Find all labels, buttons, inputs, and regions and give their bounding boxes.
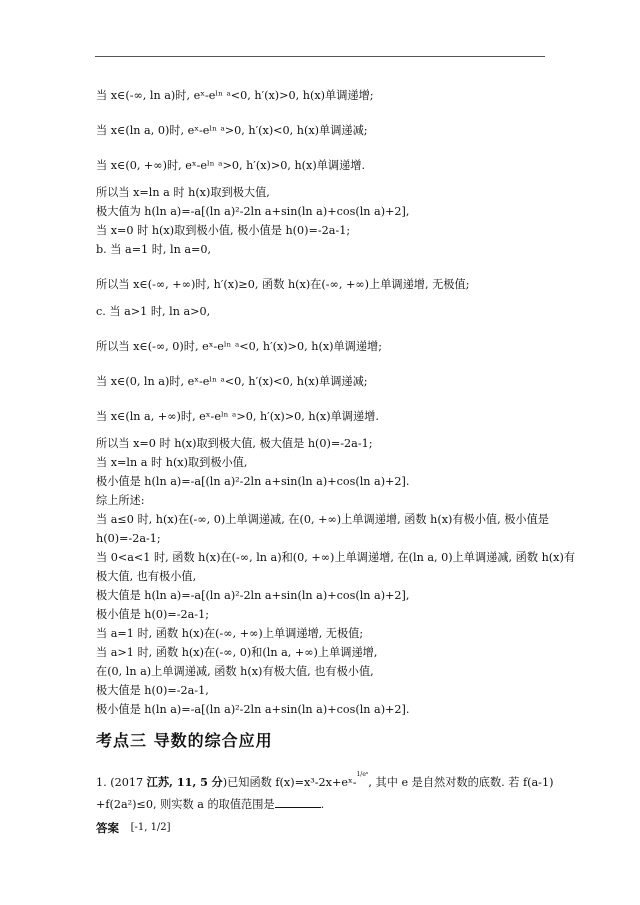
solution-text [96,86,576,719]
problem-1 [96,771,556,816]
solution-line: 极小值是 h(ln a)=-a[(ln a)²-2ln a+sin(ln a)+cos(ln a)+2]. [96,475,410,488]
solution-line: 当 x∈(-∞, ln a)时, eˣ-eˡⁿ ᵃ<0, h′(x)>0, h(x)单调递增; [96,89,374,102]
solution-line: 当 x∈(0, ln a)时, eˣ-eˡⁿ ᵃ<0, h′(x)<0, h(x)单调递减; [96,375,368,388]
problem-text-a: )已知函数 f(x)=x³-2x+eˣ- [222,776,357,789]
solution-line: 当 x∈(0, +∞)时, eˣ-eˡⁿ ᵃ>0, h′(x)>0, h(x)单调递增. [96,159,366,172]
solution-line: 当 x∈(ln a, 0)时, eˣ-eˡⁿ ᵃ>0, h′(x)<0, h(x)单调递减; [96,124,368,137]
answer-row [96,818,556,839]
section-title: 考点三 导数的综合应用 [96,731,273,750]
solution-line: 当 a≤0 时, h(x)在(-∞, 0)上单调递减, 在(0, +∞)上单调递增, 函数 h(x)有极小值, 极小值是 [96,513,549,526]
problem-source: 江苏 [146,775,170,789]
solution-line: 当 0<a<1 时, 函数 h(x)在(-∞, ln a)和(0, +∞)上单调递增, 在(ln a, 0)上单调递减, 函数 h(x)有 [96,551,576,564]
answer-blank [275,796,321,808]
header-rule [95,56,545,57]
answer-value: [-1, 1/2] [130,822,171,833]
solution-line: 所以当 x=0 时 h(x)取到极大值, 极大值是 h(0)=-2a-1; [96,437,373,450]
problem-line2-end: . [320,798,325,811]
solution-line: 当 x=0 时 h(x)取到极小值, 极小值是 h(0)=-2a-1; [96,224,351,237]
solution-line: 当 a>1 时, 函数 h(x)在(-∞, 0)和(ln a, +∞)上单调递增, [96,646,378,659]
solution-line: c. 当 a>1 时, ln a>0, [96,305,211,318]
problem-line2: +f(2a²)≤0, 则实数 a 的取值范围是 [96,798,275,811]
solution-line: 当 x=ln a 时 h(x)取到极小值, [96,456,248,469]
document-body [96,86,576,839]
solution-line: 极大值, 也有极小值, [96,570,197,583]
problem-source-detail: , 11, 5 [169,775,208,789]
solution-line: 极小值是 h(0)=-2a-1; [96,608,209,621]
solution-line: 极大值是 h(ln a)=-a[(ln a)²-2ln a+sin(ln a)+cos(ln a)+2], [96,589,410,602]
solution-line: 在(0, ln a)上单调递减, 函数 h(x)有极大值, 也有极小值, [96,665,374,678]
solution-line: 极大值为 h(ln a)=-a[(ln a)²-2ln a+sin(ln a)+cos(ln a)+2], [96,205,410,218]
solution-line: b. 当 a=1 时, ln a=0, [96,243,212,256]
exponent-fraction: 1/eˣ [356,771,369,778]
solution-line: 极大值是 h(0)=-2a-1, [96,684,209,697]
solution-line: 综上所述: [96,494,145,507]
problem-text-b: , 其中 e 是自然对数的底数. 若 f(a-1) [368,776,554,789]
solution-line: 当 a=1 时, 函数 h(x)在(-∞, +∞)上单调递增, 无极值; [96,627,364,640]
problem-number: 1. (2017 [96,776,144,789]
solution-line: 当 x∈(ln a, +∞)时, eˣ-eˡⁿ ᵃ>0, h′(x)>0, h(x)单调递增. [96,410,379,423]
answer-label: 答案 [96,821,119,835]
solution-line: 所以当 x∈(-∞, 0)时, eˣ-eˡⁿ ᵃ<0, h′(x)>0, h(x)单调递增; [96,340,383,353]
solution-line: 所以当 x=ln a 时 h(x)取到极大值, [96,186,270,199]
solution-line: 极小值是 h(ln a)=-a[(ln a)²-2ln a+sin(ln a)+cos(ln a)+2]. [96,703,410,716]
solution-line: 所以当 x∈(-∞, +∞)时, h′(x)≥0, 函数 h(x)在(-∞, +∞)上单调递增, 无极值; [96,278,470,291]
solution-line: h(0)=-2a-1; [96,532,161,545]
problem-score-unit: 分 [211,775,223,789]
